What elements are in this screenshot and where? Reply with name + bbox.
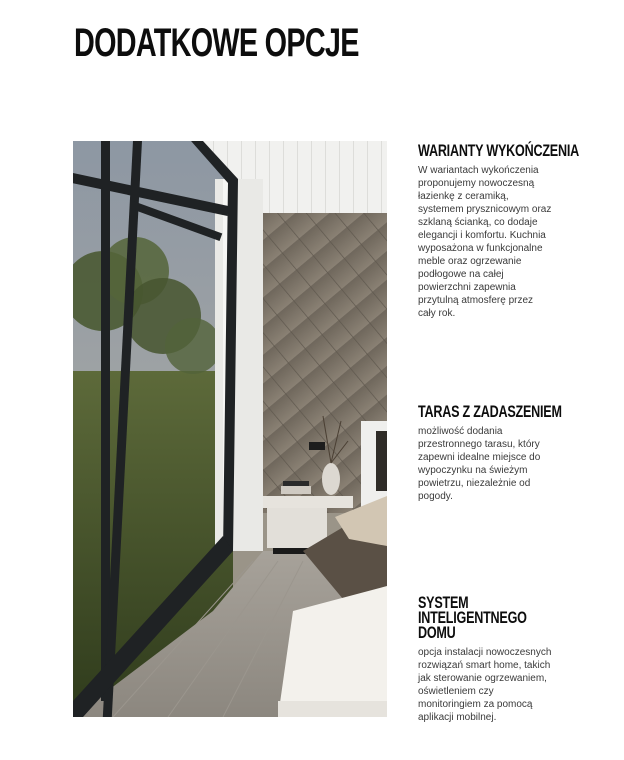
section-smart-home <box>418 595 596 724</box>
interior-bedroom-photo <box>73 141 387 717</box>
section-heading: TARAS Z ZADASZENIEM <box>418 402 562 421</box>
page-title: DODATKOWE OPCJE <box>74 21 359 65</box>
section-covered-terrace <box>418 404 596 503</box>
section-heading: SYSTEM INTELIGENTNEGO DOMU <box>418 593 527 642</box>
section-finish-variants <box>418 143 596 320</box>
section-heading: WARIANTY WYKOŃCZENIA <box>418 141 579 160</box>
section-body: W wariantach wykończenia proponujemy nowoczesną łazienkę z ceramiką, systemem prysznicowym oraz szklaną ścianką, co dodaje elegancji i komfortu. Kuchnia wyposażona w funkcjonalne meble oraz ogrzewanie podłogowe na całej powierzchni zapewnia przytulną atmosferę przez cały rok. <box>418 165 552 319</box>
section-body: możliwość dodania przestronnego tarasu, który zapewni idealne miejsce do wypoczynku na świeżym powietrzu, niezależnie od pogody. <box>418 426 541 502</box>
section-body: opcja instalacji nowoczesnych rozwiązań smart home, takich jak sterowanie ogrzewaniem, oświetleniem czy monitoringiem za pomocą aplikacji mobilnej. <box>418 647 552 723</box>
